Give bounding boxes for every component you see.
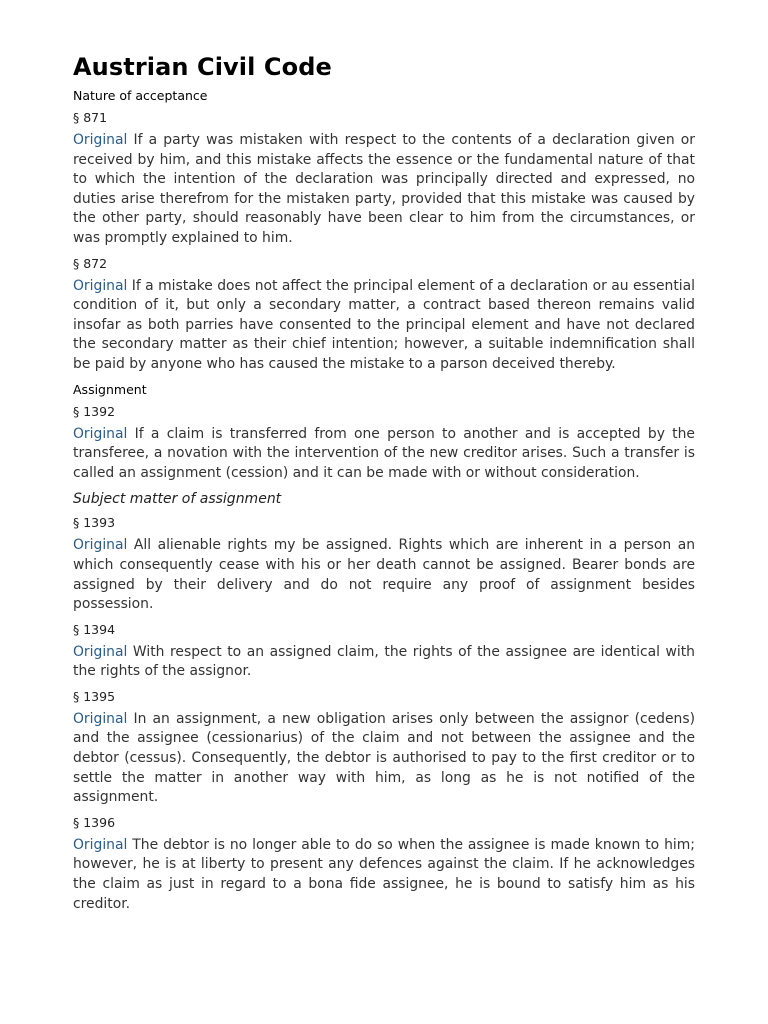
section-number-1393: § 1393 [73, 515, 116, 531]
section-heading-nature-of-acceptance: Nature of acceptance [73, 88, 208, 103]
page-title: Austrian Civil Code [73, 53, 332, 81]
original-link[interactable]: Original [73, 132, 128, 148]
original-link[interactable]: Original [73, 710, 128, 727]
paragraph-871 [73, 131, 695, 249]
paragraph-872 [73, 277, 695, 375]
cut-off-next-line [73, 983, 323, 993]
section-heading-assignment: Assignment [73, 381, 147, 397]
section-number-1396: § 1396 [73, 814, 116, 830]
section-number-1394: § 1394 [73, 621, 116, 637]
paragraph-text: The debtor is no longer able to do so when the assignee is made known to him; however, he is at liberty to present any defences against the claim. If he acknowledges the claim as just in regard to a bona fide assignee, he is bound to satisfy him as his creditor. [73, 836, 695, 912]
section-heading-subject-matter: Subject matter of assignment [73, 491, 282, 508]
paragraph-text: If a mistake does not affect the principal element of a declaration or au essential condition of it, but only a secondary matter, a contract based thereon remains valid insofar as both parries have consented to the principal element and have not declared the secondary matter as their chief intention; however, a suitable indemnification shall be paid by anyone who has caused the mistake to a parson deceived thereby. [73, 277, 695, 372]
section-number-1392: § 1392 [73, 403, 116, 419]
section-number-1395: § 1395 [73, 688, 116, 704]
paragraph-1395 [73, 710, 695, 808]
paragraph-1392 [73, 425, 695, 484]
paragraph-text: With respect to an assigned claim, the rights of the assignee are identical with the rights of the assignor. [73, 643, 695, 680]
original-link[interactable]: Original [73, 836, 128, 853]
document-page [73, 52, 695, 920]
paragraph-1396 [73, 836, 695, 914]
section-number-871: § 871 [73, 110, 108, 125]
paragraph-1393 [73, 536, 695, 614]
paragraph-1394 [73, 643, 695, 682]
original-link[interactable]: Original [73, 537, 128, 554]
paragraph-text: In an assignment, a new obligation arises only between the assignor (cedens) and the assignee (cessionarius) of the claim and not between the assignee and the debtor (cessus). Consequently, the debtor is authorised to pay to the first creditor or to settle the matter in another way with him, as long as he is not notified of the assignment. [73, 710, 696, 806]
cut-off-text-fragment [73, 988, 323, 993]
paragraph-text: If a party was mistaken with respect to the contents of a declaration given or received by him, and this mistake affects the essence or the fundamental nature of that to which the intention of the declaration was principally directed and expressed, no duties arise therefrom for the mistaken party, provided that this mistake was caused by the other party, should reasonably have been clear to him from the circumstances, or was promptly explained to him. [73, 132, 695, 246]
original-link[interactable]: Original [73, 643, 128, 660]
original-link[interactable]: Original [73, 425, 128, 442]
original-link[interactable]: Original [73, 277, 128, 294]
paragraph-text: If a claim is transferred from one person to another and is accepted by the transferee, a novation with the intervention of the new creditor arises. Such a transfer is called an assignment (cession) and it can be made with or without consideration. [73, 425, 695, 481]
paragraph-text: All alienable rights my be assigned. Rights which are inherent in a person an which consequently cease with his or her death cannot be assigned. Bearer bonds are assigned by their delivery and do not require any proof of assignment besides possession. [73, 537, 696, 613]
section-number-872: § 872 [73, 255, 108, 271]
